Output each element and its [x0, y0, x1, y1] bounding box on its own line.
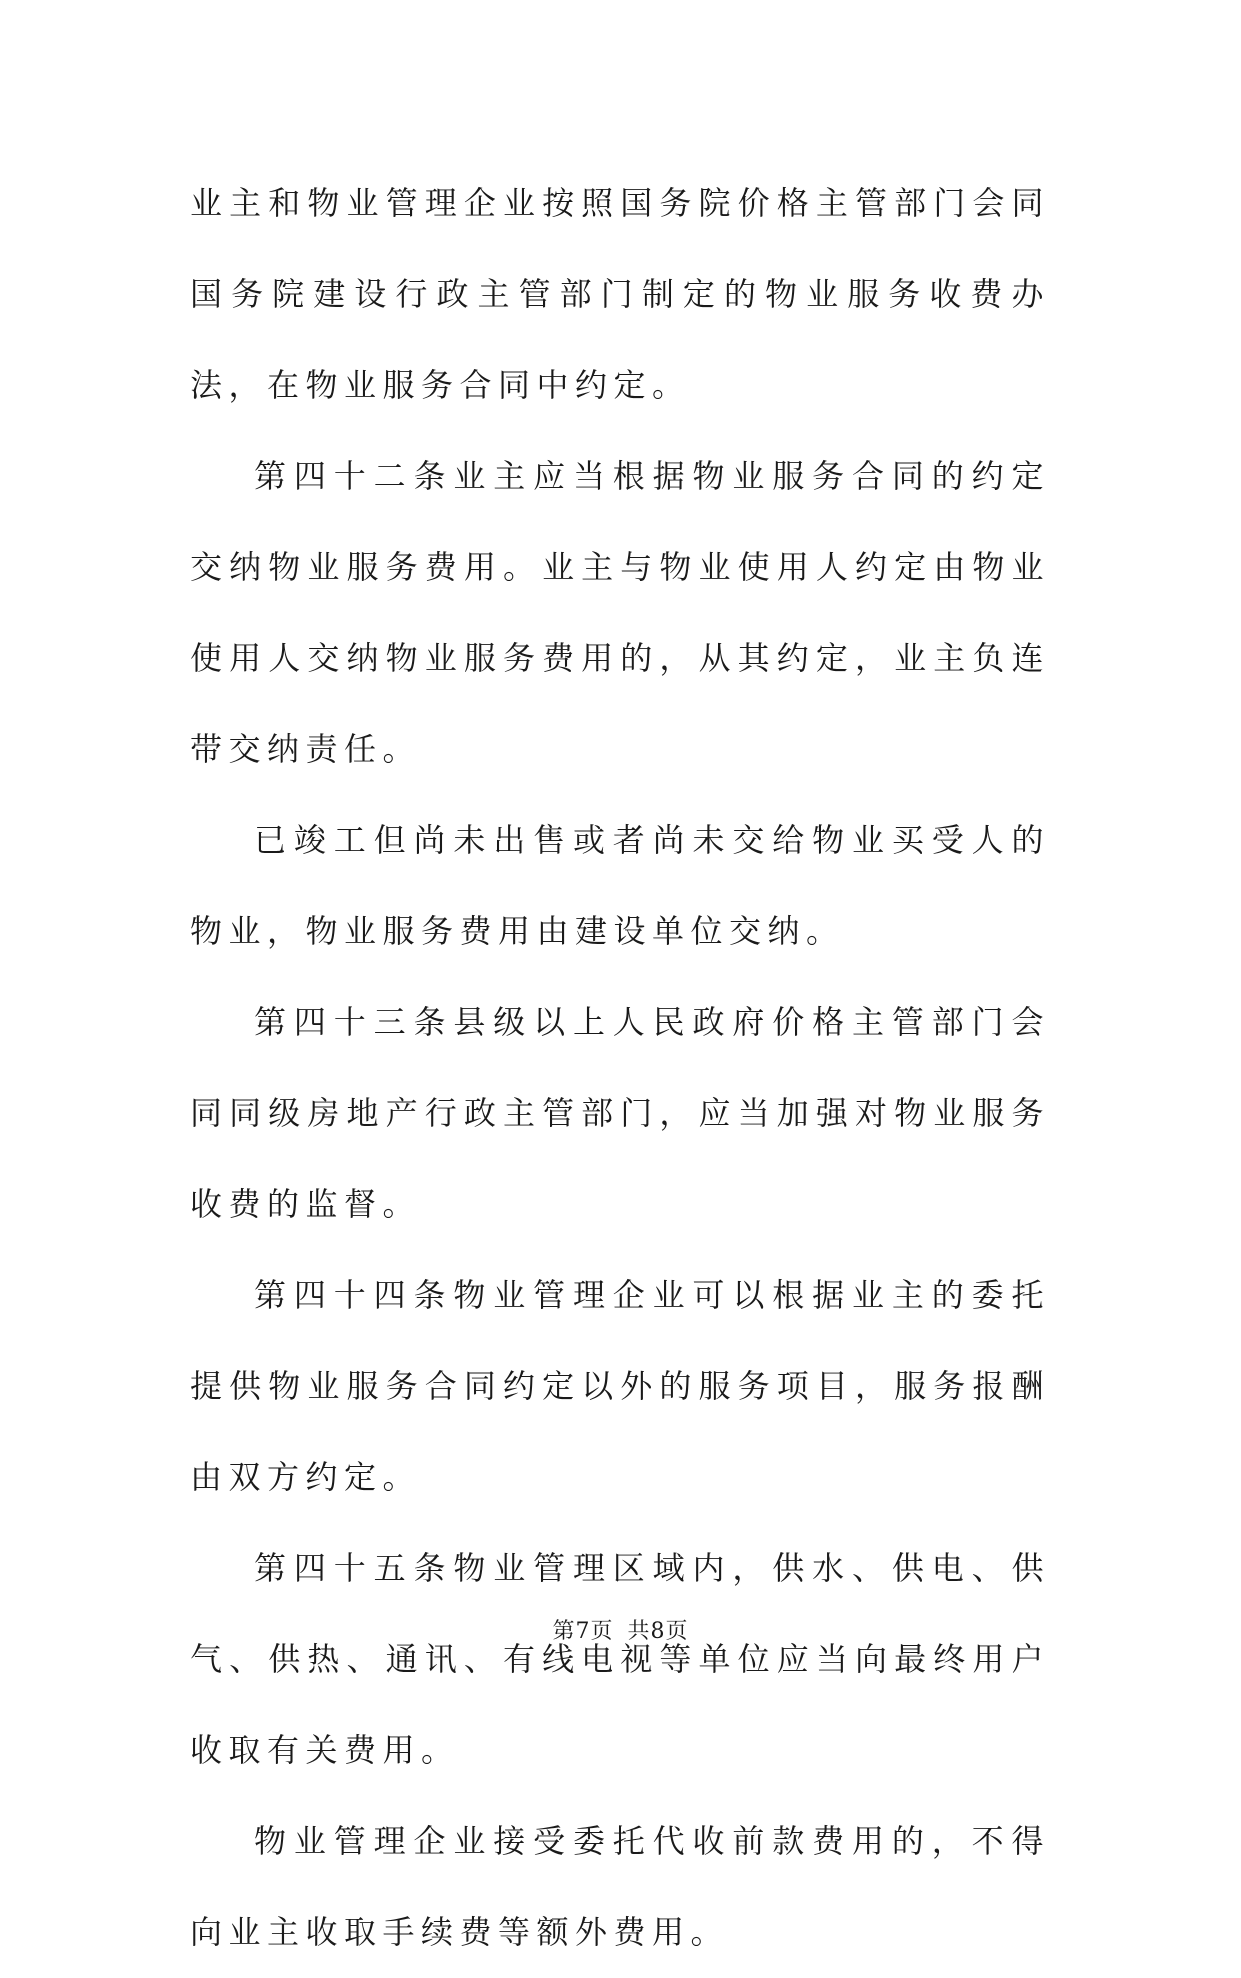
paragraph-collection-fee: 物业管理企业接受委托代收前款费用的，不得向业主收取手续费等额外费用。 — [190, 1822, 1050, 1951]
paragraph-article-42: 第四十二条业主应当根据物业服务合同的约定交纳物业服务费用。业主与物业使用人约定由物业使用人交纳物业服务费用的，从其约定，业主负连带交纳责任。 — [190, 457, 1050, 768]
document-body — [190, 158, 1050, 1978]
paragraph-unsold-property: 已竣工但尚未出售或者尚未交给物业买受人的物业，物业服务费用由建设单位交纳。 — [190, 821, 1050, 950]
page-number: 第7页 — [552, 1619, 614, 1644]
page-footer — [0, 1614, 1241, 1645]
paragraph-fee-agreement: 业主和物业管理企业按照国务院价格主管部门会同国务院建设行政主管部门制定的物业服务收费办法，在物业服务合同中约定。 — [190, 184, 1050, 404]
paragraph-article-44: 第四十四条物业管理企业可以根据业主的委托提供物业服务合同约定以外的服务项目，服务报酬由双方约定。 — [190, 1276, 1050, 1496]
page-total: 共8页 — [627, 1619, 689, 1644]
paragraph-article-45: 第四十五条物业管理区域内，供水、供电、供气、供热、通讯、有线电视等单位应当向最终用户收取有关费用。 — [190, 1549, 1050, 1769]
paragraph-article-43: 第四十三条县级以上人民政府价格主管部门会同同级房地产行政主管部门，应当加强对物业服务收费的监督。 — [190, 1003, 1050, 1223]
